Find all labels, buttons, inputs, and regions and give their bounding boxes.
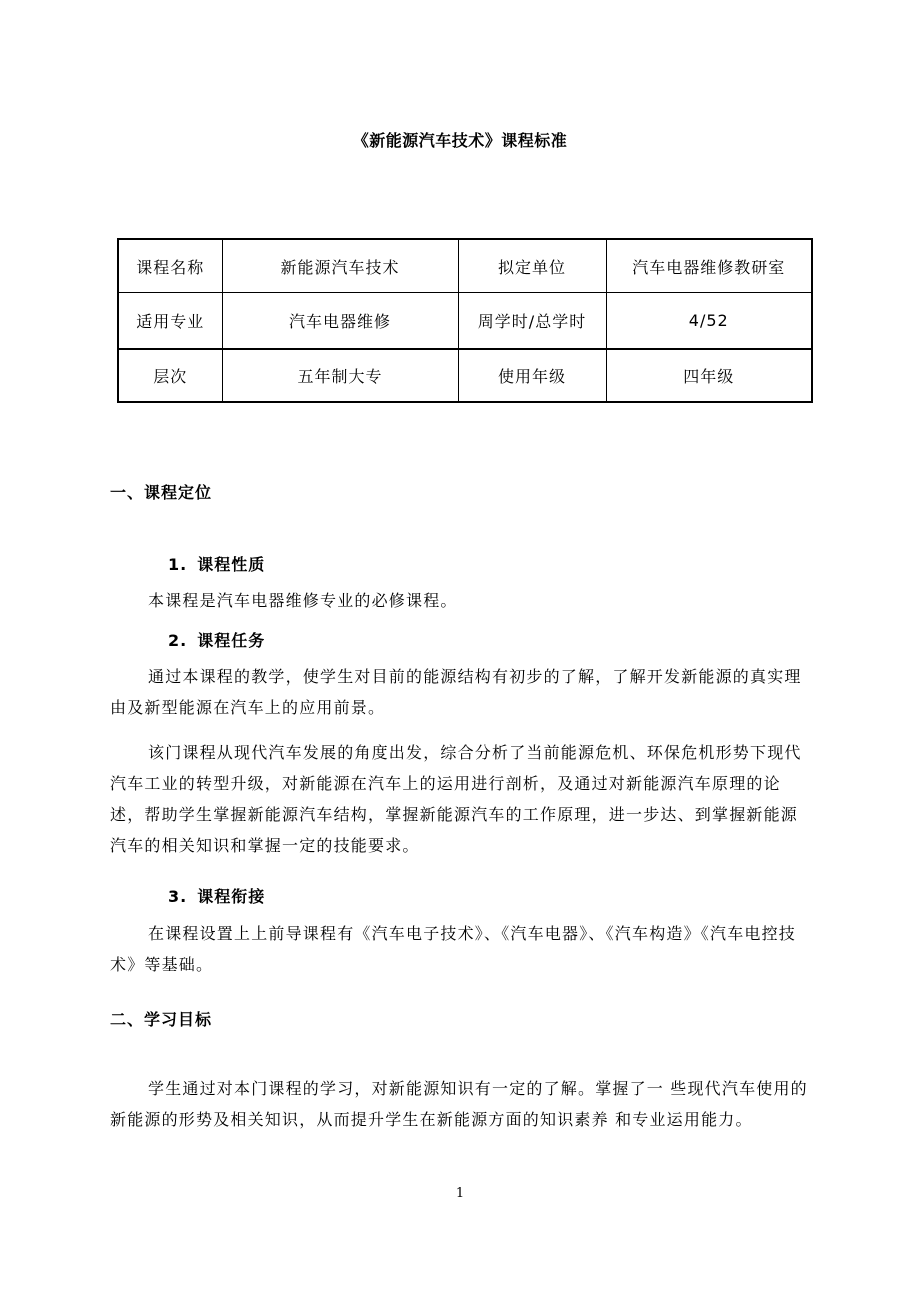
table-cell: 使用年级 [458, 349, 606, 402]
subheading-label: 课程性质 [197, 555, 266, 574]
table-cell: 课程名称 [118, 239, 222, 293]
paragraph: 该门课程从现代汽车发展的角度出发，综合分析了当前能源危机、环保危机形势下现代汽车工业的转型升级，对新能源在汽车上的运用进行剖析，及通过对新能源汽车原理的论述，帮助学生掌握新能源汽车结构，掌握新能源汽车的工作原理，进一步达、到掌握新能源汽车的相关知识和掌握一定的技能要求。 [110, 743, 802, 855]
table-row [118, 293, 812, 350]
paragraph: 学生通过对本门课程的学习，对新能源知识有一定的了解。掌握了一 些现代汽车使用的新能源的形势及相关知识，从而提升学生在新能源方面的知识素养 和专业运用能力。 [110, 1079, 808, 1129]
subheading-course-tasks [168, 628, 265, 651]
table-cell: 四年级 [606, 349, 812, 402]
paragraph: 在课程设置上上前导课程有《汽车电子技术》、《汽车电器》、《汽车构造》《汽车电控技术》等基础。 [110, 924, 797, 974]
section-heading-learning-goals: 二、学习目标 [110, 1010, 213, 1029]
subheading-number: 2. [168, 631, 188, 650]
table-cell: 4/52 [606, 293, 812, 350]
table-row [118, 239, 812, 293]
document-title: 《新能源汽车技术》课程标准 [352, 131, 568, 150]
table-cell: 汽车电器维修 [222, 293, 458, 350]
table-cell: 拟定单位 [458, 239, 606, 293]
table-cell: 汽车电器维修教研室 [606, 239, 812, 293]
section-heading-course-positioning: 一、课程定位 [110, 483, 213, 502]
table-cell: 周学时/总学时 [458, 293, 606, 350]
paragraph: 本课程是汽车电器维修专业的必修课程。 [148, 591, 458, 610]
table-row [118, 349, 812, 402]
table-cell: 五年制大专 [222, 349, 458, 402]
paragraph: 通过本课程的教学，使学生对目前的能源结构有初步的了解，了解开发新能源的真实理由及新型能源在汽车上的应用前景。 [110, 667, 802, 717]
table-cell: 适用专业 [118, 293, 222, 350]
subheading-number: 3. [168, 887, 188, 906]
table-cell: 层次 [118, 349, 222, 402]
course-info-table [117, 238, 813, 403]
subheading-label: 课程衔接 [197, 887, 266, 906]
subheading-course-connection [168, 884, 265, 907]
subheading-label: 课程任务 [197, 631, 266, 650]
subheading-course-nature [168, 552, 265, 575]
page-number: 1 [455, 1186, 465, 1201]
subheading-number: 1. [168, 555, 188, 574]
table-cell: 新能源汽车技术 [222, 239, 458, 293]
